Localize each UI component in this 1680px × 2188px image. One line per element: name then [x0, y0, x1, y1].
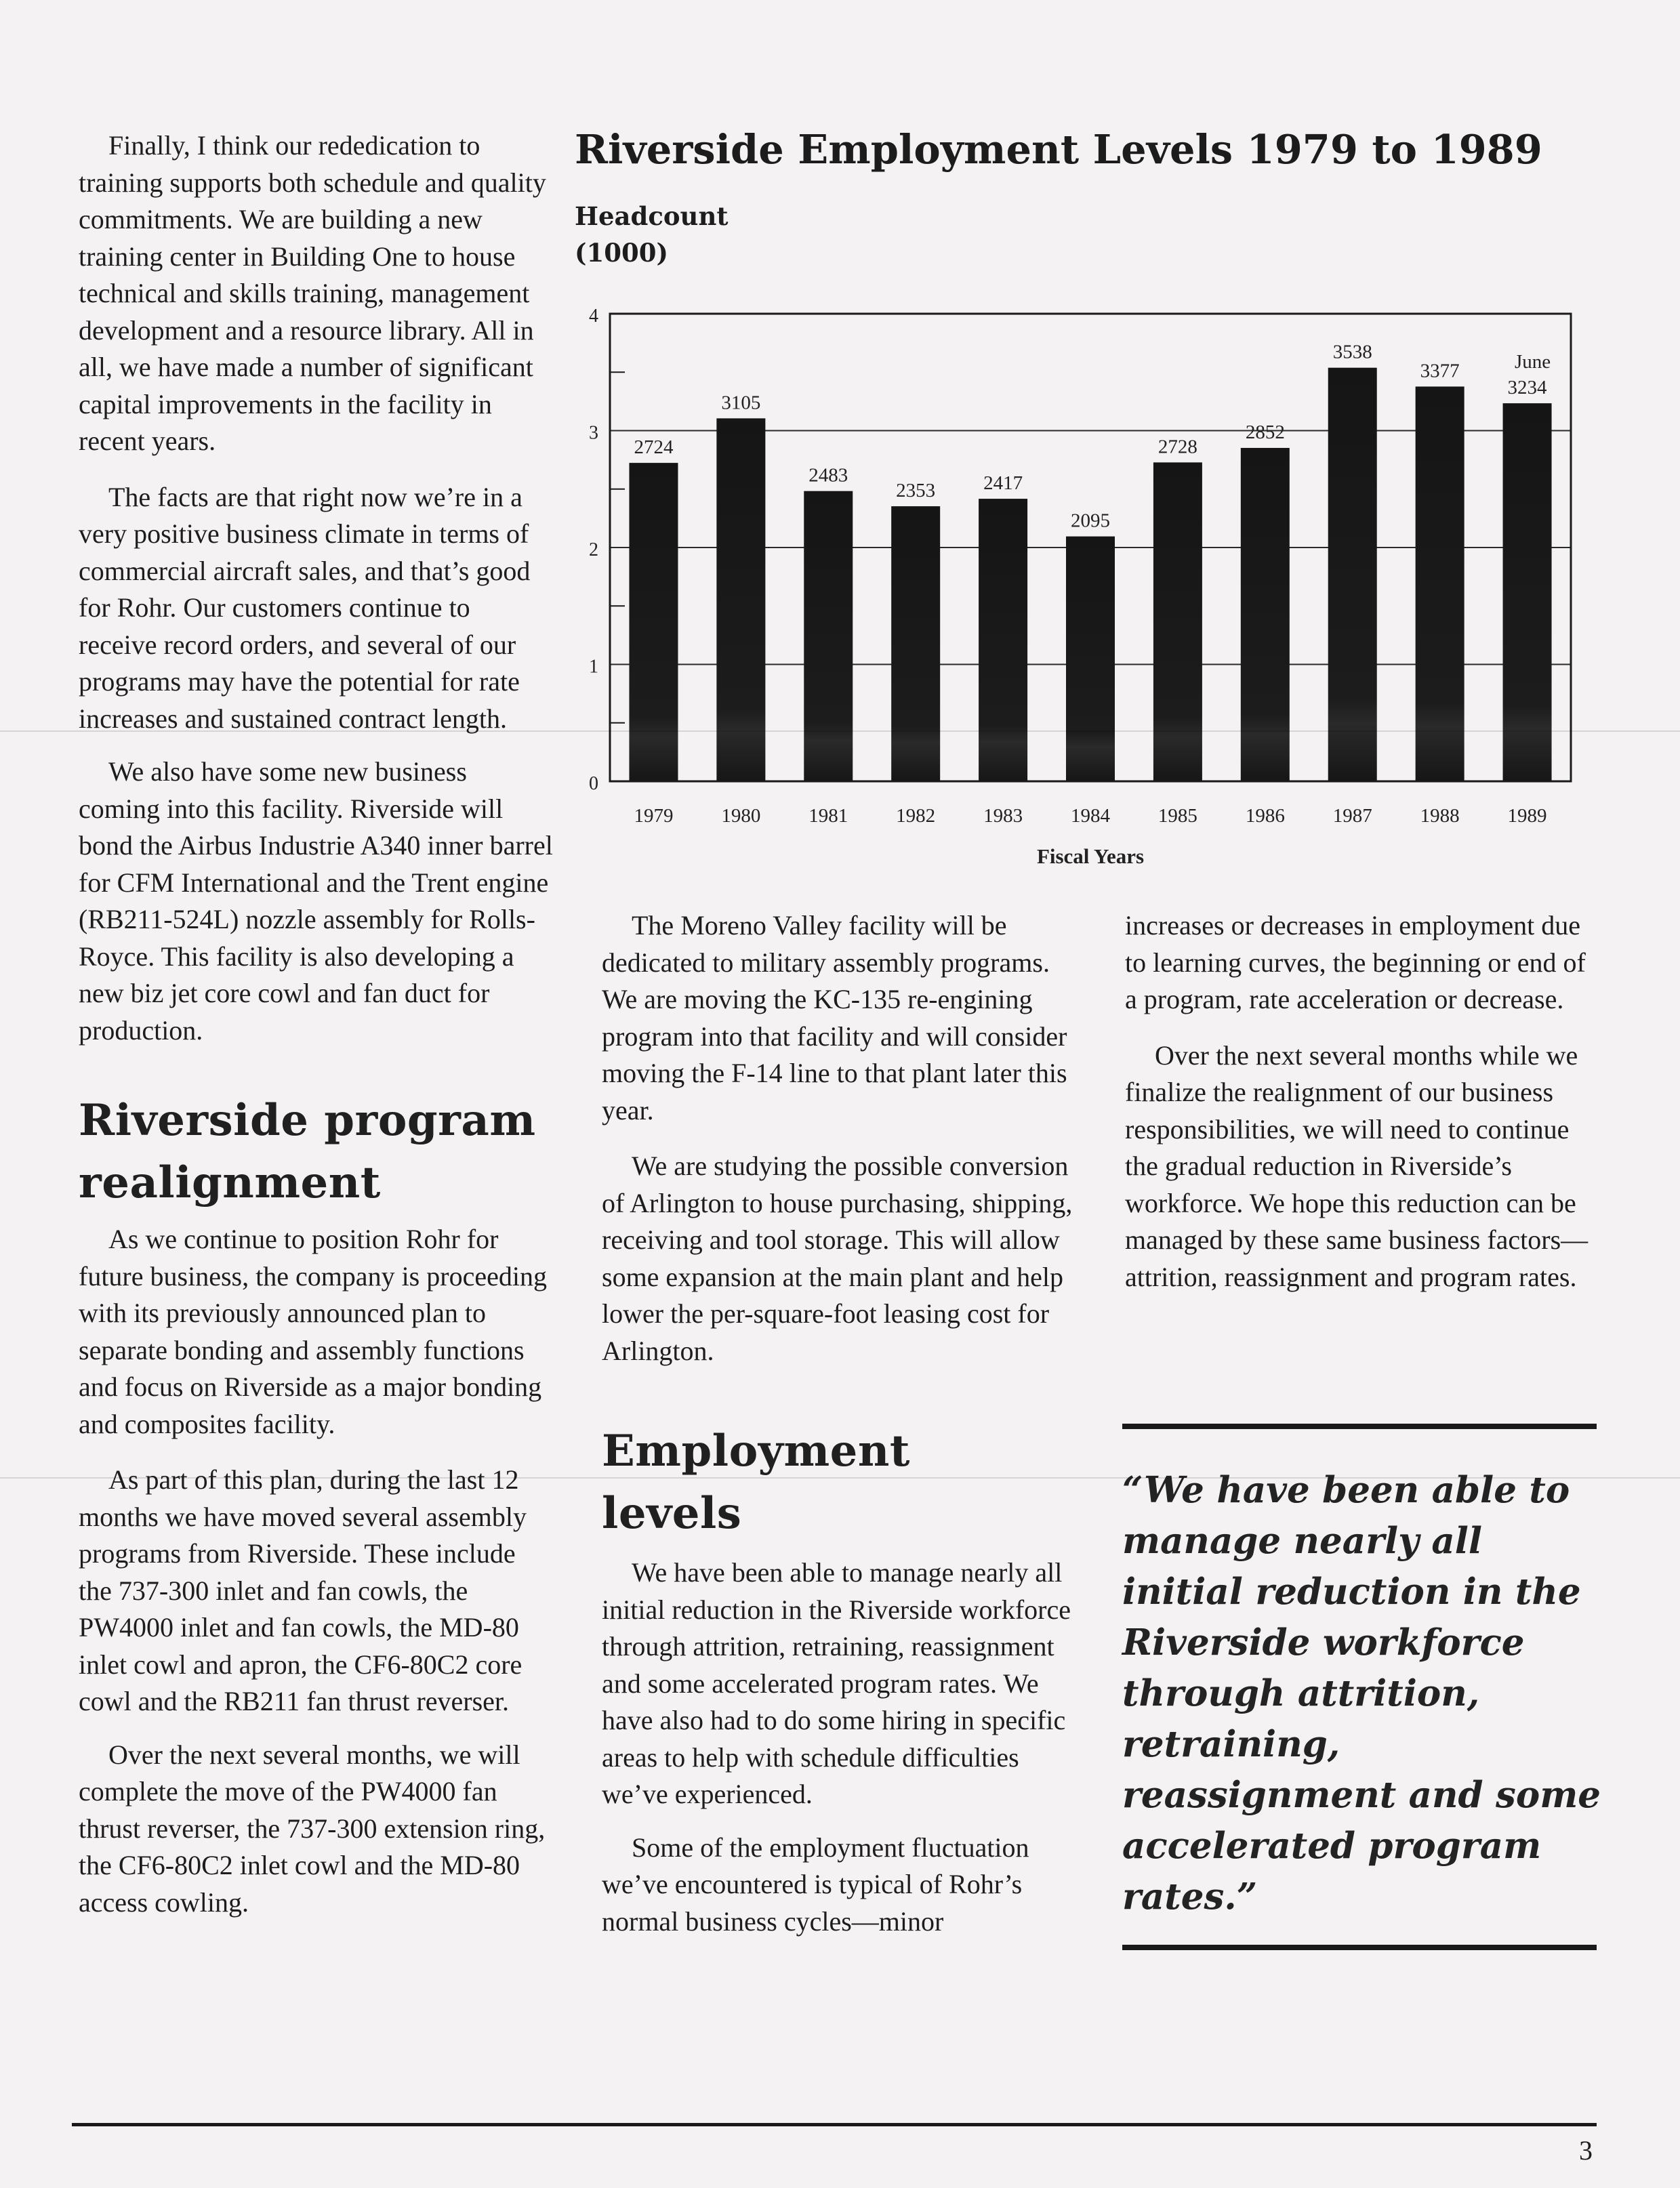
- chart-y-axis-label: [575, 198, 728, 271]
- y-label-line2: (1000): [575, 238, 668, 268]
- page-number: 3: [1579, 2135, 1593, 2166]
- data-label-1985: 2728: [1157, 436, 1197, 458]
- y-tick-label: 3: [589, 422, 598, 444]
- middle-column: [602, 907, 1083, 1369]
- chart-bars: [629, 368, 1551, 781]
- paragraph: We also have some new business coming into this facility. Riverside will bond the Airbus Industrie A340 inner barrel for CFM International and the Trent engine (RB211-524L) nozzle assembly for Rolls-Royce. This facility is also developing a new biz jet core cowl and fan duct for production.: [79, 756, 553, 1046]
- y-tick-label: 0: [589, 773, 598, 794]
- paragraph: increases or decreases in employment due to learning curves, the beginning or end of a program, rate acceleration or decrease.: [1125, 910, 1586, 1014]
- section-heading-realignment: Riverside program realignment: [79, 1095, 536, 1208]
- data-label-1987: 3538: [1332, 341, 1372, 363]
- y-tick-label: 2: [589, 539, 598, 560]
- x-tick-label: 1987: [1332, 805, 1372, 827]
- bar-1985: [1153, 462, 1202, 781]
- bar-1981: [804, 491, 853, 781]
- employment-bar-chart: [556, 285, 1613, 894]
- paragraph: The facts are that right now we’re in a very positive business climate in terms of commercial aircraft sales, and that’s good for Rohr. Our customers continue to receive record orders, and several of our programs may have the potential for rate increases and sustained contract length.: [79, 481, 531, 734]
- x-tick-label: 1982: [896, 805, 936, 827]
- bar-1983: [979, 499, 1027, 781]
- x-tick-label: 1986: [1245, 805, 1285, 827]
- data-label-1988: 3377: [1420, 360, 1460, 382]
- data-label-1983: 2417: [983, 472, 1023, 495]
- x-tick-label: 1989: [1507, 805, 1547, 827]
- chart-x-ticks: [634, 805, 1546, 827]
- bar-1979: [629, 463, 678, 781]
- chart-x-axis-label: Fiscal Years: [1036, 844, 1145, 868]
- y-label-line1: Headcount: [575, 201, 729, 231]
- paragraph: Over the next several months, we will complete the move of the PW4000 fan thrust reverser, the 737-300 extension ring, the CF6-80C2 inlet cowl and the MD-80 access cowling.: [79, 1739, 546, 1918]
- pull-quote-top-rule: [1122, 1424, 1597, 1429]
- pull-quote-bottom-rule: [1122, 1945, 1597, 1950]
- paragraph: We are studying the possible conversion of Arlington to house purchasing, shipping, receiving and tool storage. This will allow some expansion at the main plant and help lower the per-square-foot leasing cost for Arlington.: [602, 1151, 1073, 1366]
- paragraph: Some of the employment fluctuation we’ve encountered is typical of Rohr’s normal business cycles—minor: [602, 1832, 1029, 1937]
- bar-1989: [1503, 403, 1552, 781]
- right-column: [1125, 907, 1599, 1296]
- paper-fold-line: [0, 730, 1680, 732]
- paragraph: We have been able to manage nearly all initial reduction in the Riverside workforce through attrition, retraining, reassignment and some accelerated program rates. We have also had to do some hiring in specific areas to help with schedule difficulties we’ve experienced.: [602, 1557, 1071, 1809]
- bar-1984: [1066, 537, 1115, 781]
- paragraph: As part of this plan, during the last 12 months we have moved several assembly programs from Riverside. These include the 737-300 inlet and fan cowls, the PW4000 inlet and fan cowls, the MD-80 inlet cowl and apron, the CF6-80C2 core cowl and the RB211 fan thrust reverser.: [79, 1464, 527, 1716]
- data-label-1981: 2483: [808, 464, 848, 487]
- x-tick-label: 1984: [1071, 805, 1110, 827]
- data-label-1979: 2724: [634, 436, 674, 459]
- paper-fold-line: [0, 1477, 1680, 1479]
- data-label-1984: 2095: [1071, 510, 1110, 532]
- middle-column-lower: [602, 1420, 1083, 1940]
- section-heading-employment: Employment levels: [602, 1426, 910, 1539]
- bar-1988: [1416, 386, 1464, 781]
- data-label-june: June: [1514, 351, 1551, 373]
- footer-rule: [72, 2123, 1597, 2126]
- paragraph: The Moreno Valley facility will be dedicated to military assembly programs. We are moving the KC-135 re-engining program into that facility and will consider moving the F-14 line to that plant later this year.: [602, 910, 1067, 1126]
- left-column: [79, 127, 553, 1921]
- bar-1980: [716, 418, 765, 781]
- paragraph: Finally, I think our rededication to training supports both schedule and quality commitments. We are building a new training center in Building One to house technical and skills training, management development and a resource library. All in all, we have made a number of significant capital improvements in the facility in recent years.: [79, 130, 546, 456]
- x-tick-label: 1980: [721, 805, 761, 827]
- chart-title: Riverside Employment Levels 1979 to 1989: [575, 126, 1542, 173]
- data-label-1986: 2852: [1245, 421, 1285, 444]
- data-label-1980: 3105: [721, 392, 761, 414]
- pull-quote: “We have been able to manage nearly all initial reduction in the Riverside workforce through attrition, retraining, reassignment and some accelerated program rates.”: [1122, 1469, 1601, 1918]
- x-tick-label: 1983: [983, 805, 1023, 827]
- paragraph: As we continue to position Rohr for future business, the company is proceeding with its previously announced plan to separate bonding and assembly functions and focus on Riverside as a major bonding and composites facility.: [79, 1224, 547, 1439]
- y-tick-label: 4: [589, 306, 598, 327]
- x-tick-label: 1985: [1157, 805, 1197, 827]
- x-tick-label: 1988: [1420, 805, 1460, 827]
- data-label-1982: 2353: [896, 480, 936, 502]
- paragraph: Over the next several months while we finalize the realignment of our business responsibilities, we will need to continue the gradual reduction in Riverside’s workforce. We hope this reduction can be managed by these same business factors—attrition, reassignment and program rates.: [1125, 1039, 1589, 1292]
- chart-data-labels: [634, 342, 1551, 532]
- bar-1982: [891, 506, 940, 781]
- x-tick-label: 1979: [634, 805, 674, 827]
- chart-y-ticks: [589, 306, 598, 794]
- x-tick-label: 1981: [808, 805, 848, 827]
- data-label-1989: 3234: [1507, 377, 1547, 399]
- y-tick-label: 1: [589, 656, 598, 678]
- bar-1987: [1328, 368, 1377, 781]
